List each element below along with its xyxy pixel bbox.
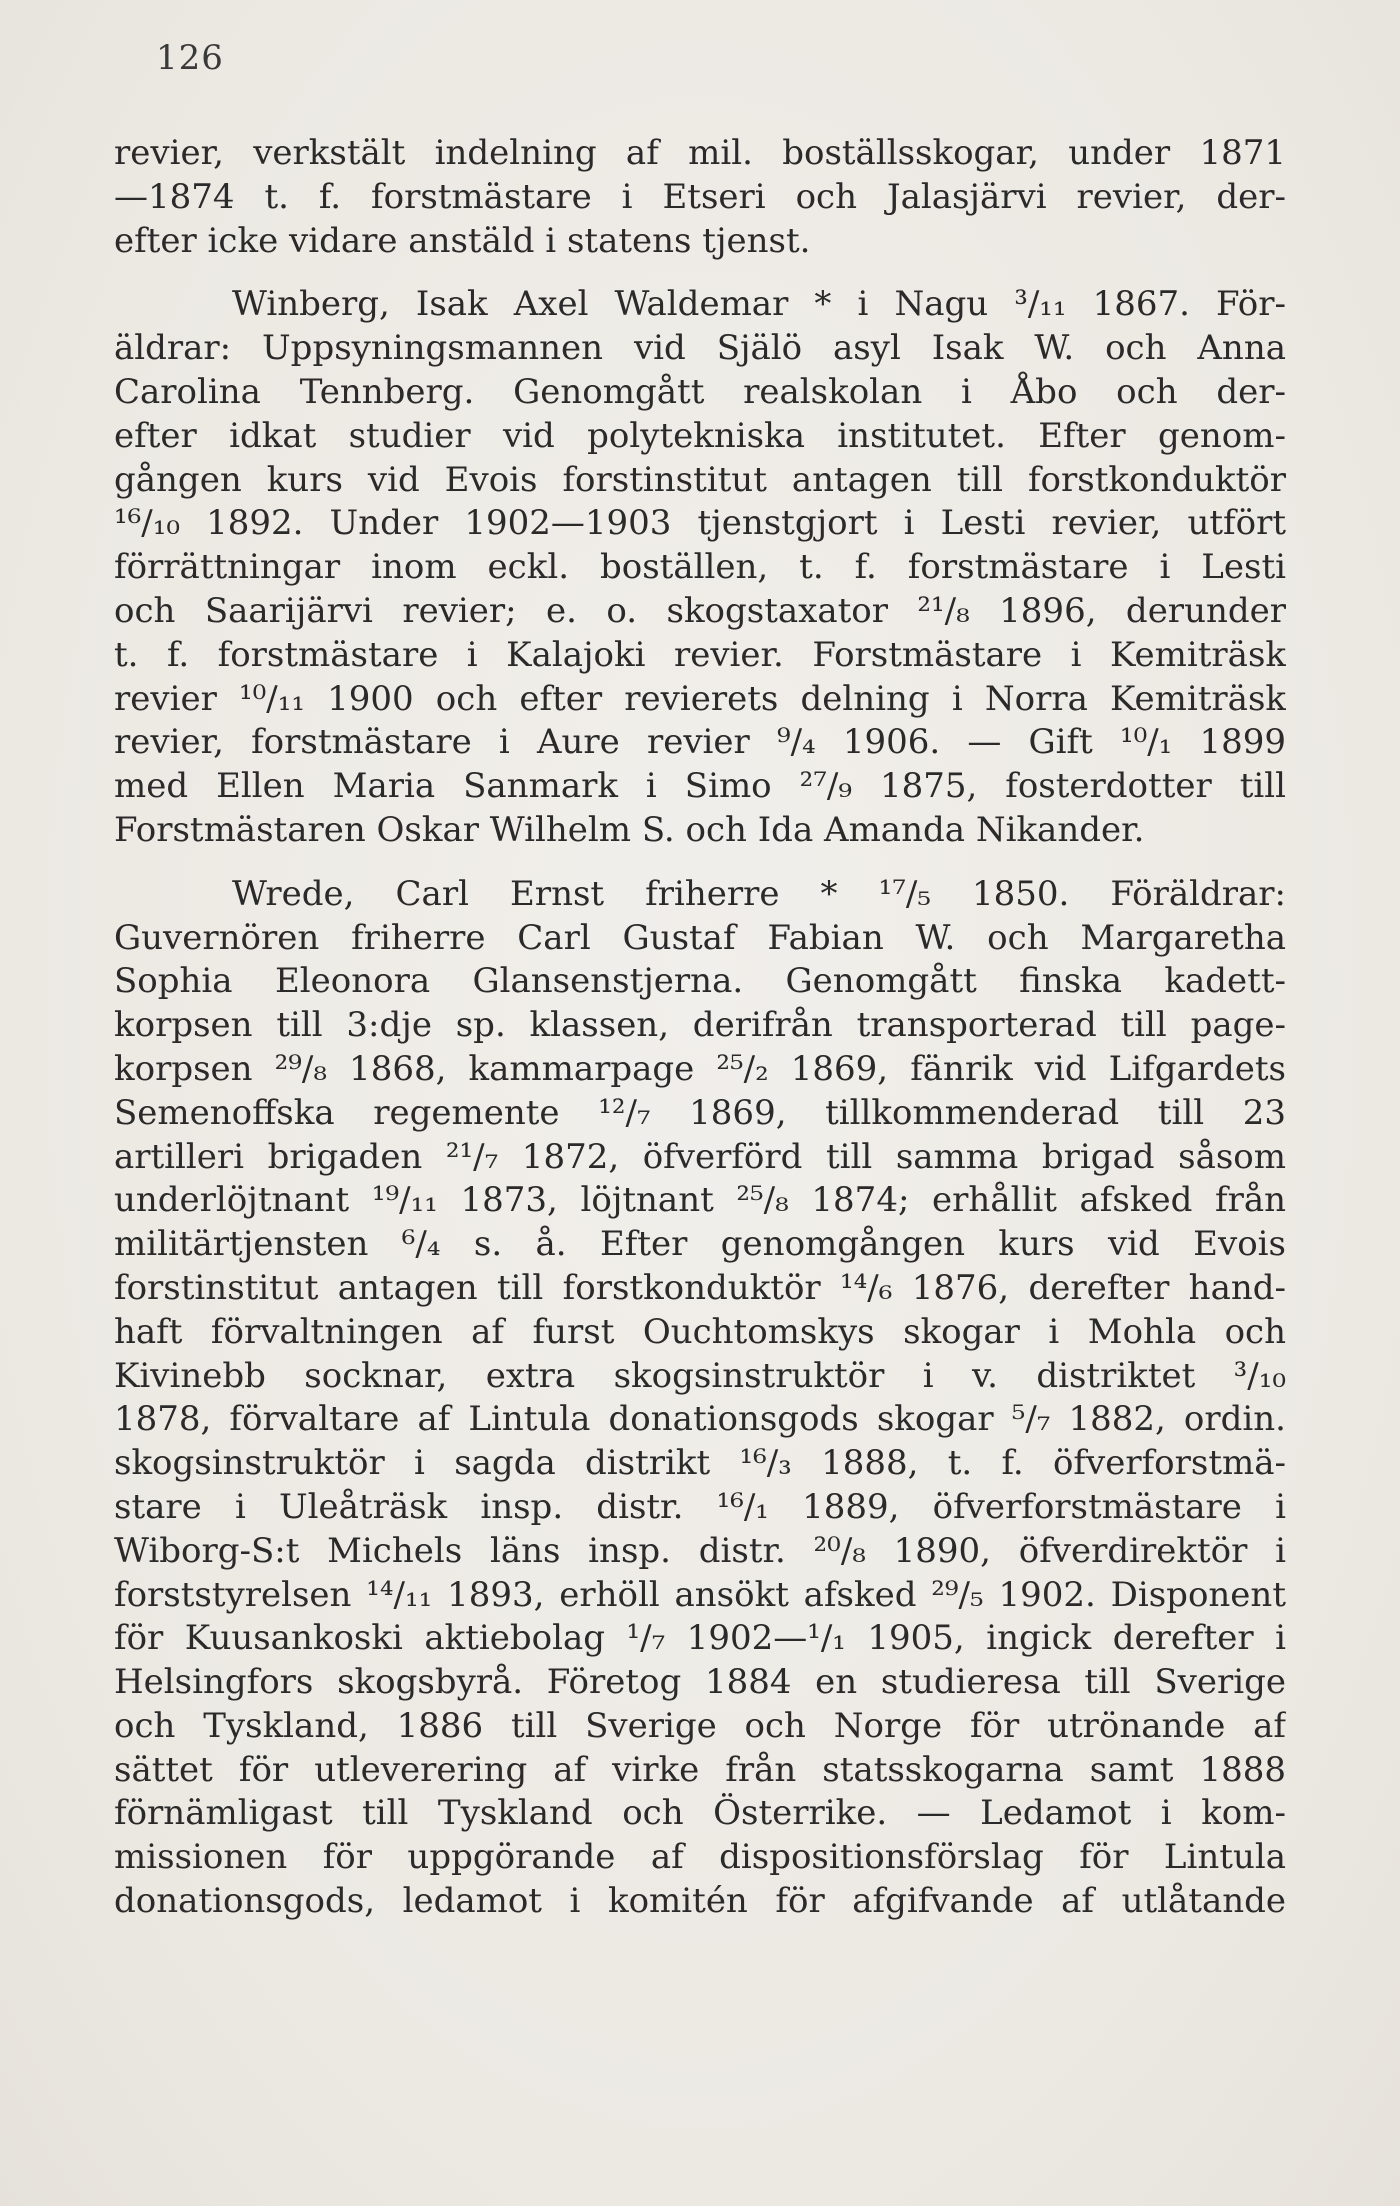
text-line: revier ¹⁰/₁₁ 1900 och efter revierets delning i Norra Kemiträsk — [114, 678, 1286, 719]
text-line: gången kurs vid Evois forstinstitut antagen till forstkonduktör — [114, 459, 1286, 500]
text-line: sättet för utleverering af virke från statsskogarna samt 1888 — [114, 1749, 1286, 1790]
page-number: 126 — [156, 38, 224, 78]
text-line: missionen för uppgörande af dispositionsförslag för Lintula — [114, 1837, 1286, 1878]
text-line: forststyrelsen ¹⁴/₁₁ 1893, erhöll ansökt afsked ²⁹/₅ 1902. Disponent — [114, 1574, 1286, 1615]
text-line: t. f. forstmästare i Kalajoki revier. Forstmästare i Kemiträsk — [114, 634, 1286, 675]
text-line: militärtjensten ⁶/₄ s. å. Efter genomgången kurs vid Evois — [114, 1224, 1286, 1265]
text-line: forstinstitut antagen till forstkonduktör ¹⁴/₆ 1876, derefter hand- — [114, 1267, 1286, 1308]
text-line: Sophia Eleonora Glansenstjerna. Genomgått finska kadett- — [114, 961, 1286, 1002]
text-line: 1878, förvaltare af Lintula donationsgods skogar ⁵/₇ 1882, ordin. — [114, 1399, 1286, 1440]
text-line: Forstmästaren Oskar Wilhelm S. och Ida Amanda Nikander. — [114, 809, 1145, 850]
text-line: Helsingfors skogsbyrå. Företog 1884 en studieresa till Sverige — [114, 1662, 1286, 1703]
text-line: förnämligast till Tyskland och Österrike. — Ledamot i kom- — [114, 1793, 1286, 1834]
text-line: och Tyskland, 1886 till Sverige och Norge för utrönande af — [114, 1705, 1286, 1746]
body-text — [114, 132, 1286, 1924]
paragraph-gap — [114, 263, 1286, 283]
text-line: donationsgods, ledamot i komitén för afgifvande af utlåtande — [114, 1881, 1286, 1922]
text-line: för Kuusankoski aktiebolag ¹/₇ 1902—¹/₁ 1905, ingick derefter i — [114, 1618, 1286, 1659]
text-line: Carolina Tennberg. Genomgått realskolan i Åbo och der- — [114, 371, 1286, 412]
text-line: artilleri brigaden ²¹/₇ 1872, öfverförd till samma brigad såsom — [114, 1136, 1286, 1177]
text-line: —1874 t. f. forstmästare i Etseri och Jalasjärvi revier, der- — [114, 176, 1286, 217]
text-line: revier, forstmästare i Aure revier ⁹/₄ 1906. — Gift ¹⁰/₁ 1899 — [114, 722, 1286, 763]
text-line: med Ellen Maria Sanmark i Simo ²⁷/₉ 1875, fosterdotter till — [114, 766, 1286, 807]
text-line: Wrede, Carl Ernst friherre * ¹⁷/₅ 1850. Föräldrar: — [232, 873, 1286, 914]
paragraph-gap — [114, 853, 1286, 873]
text-line: stare i Uleåträsk insp. distr. ¹⁶/₁ 1889, öfverforstmästare i — [114, 1486, 1286, 1527]
text-line: Kivinebb socknar, extra skogsinstruktör i v. distriktet ³/₁₀ — [114, 1355, 1286, 1396]
text-line: korpsen ²⁹/₈ 1868, kammarpage ²⁵/₂ 1869, fänrik vid Lifgardets — [114, 1048, 1286, 1089]
text-line: Winberg, Isak Axel Waldemar * i Nagu ³/₁₁ 1867. För- — [232, 284, 1286, 325]
text-line: underlöjtnant ¹⁹/₁₁ 1873, löjtnant ²⁵/₈ 1874; erhållit afsked från — [114, 1180, 1286, 1221]
text-line: Guvernören friherre Carl Gustaf Fabian W. och Margaretha — [114, 917, 1286, 958]
text-line: Wiborg-S:t Michels läns insp. distr. ²⁰/₈ 1890, öfverdirektör i — [114, 1530, 1286, 1571]
text-line: och Saarijärvi revier; e. o. skogstaxator ²¹/₈ 1896, derunder — [114, 590, 1286, 631]
text-line: förrättningar inom eckl. boställen, t. f. forstmästare i Lesti — [114, 547, 1286, 588]
text-line: ¹⁶/₁₀ 1892. Under 1902—1903 tjenstgjort i Lesti revier, utfört — [114, 503, 1286, 544]
text-line: efter icke vidare anstäld i statens tjenst. — [114, 220, 811, 261]
text-line: efter idkat studier vid polytekniska institutet. Efter genom- — [114, 415, 1286, 456]
text-line: revier, verkstält indelning af mil. boställsskogar, under 1871 — [114, 133, 1286, 173]
text-line: äldrar: Uppsyningsmannen vid Själö asyl Isak W. och Anna — [114, 328, 1286, 369]
text-line: korpsen till 3:dje sp. klassen, derifrån transporterad till page- — [114, 1005, 1286, 1046]
text-line: skogsinstruktör i sagda distrikt ¹⁶/₃ 1888, t. f. öfverforstmä- — [114, 1443, 1286, 1484]
text-line: Semenoffska regemente ¹²/₇ 1869, tillkommenderad till 23 — [114, 1092, 1286, 1133]
text-line: haft förvaltningen af furst Ouchtomskys skogar i Mohla och — [114, 1311, 1286, 1352]
